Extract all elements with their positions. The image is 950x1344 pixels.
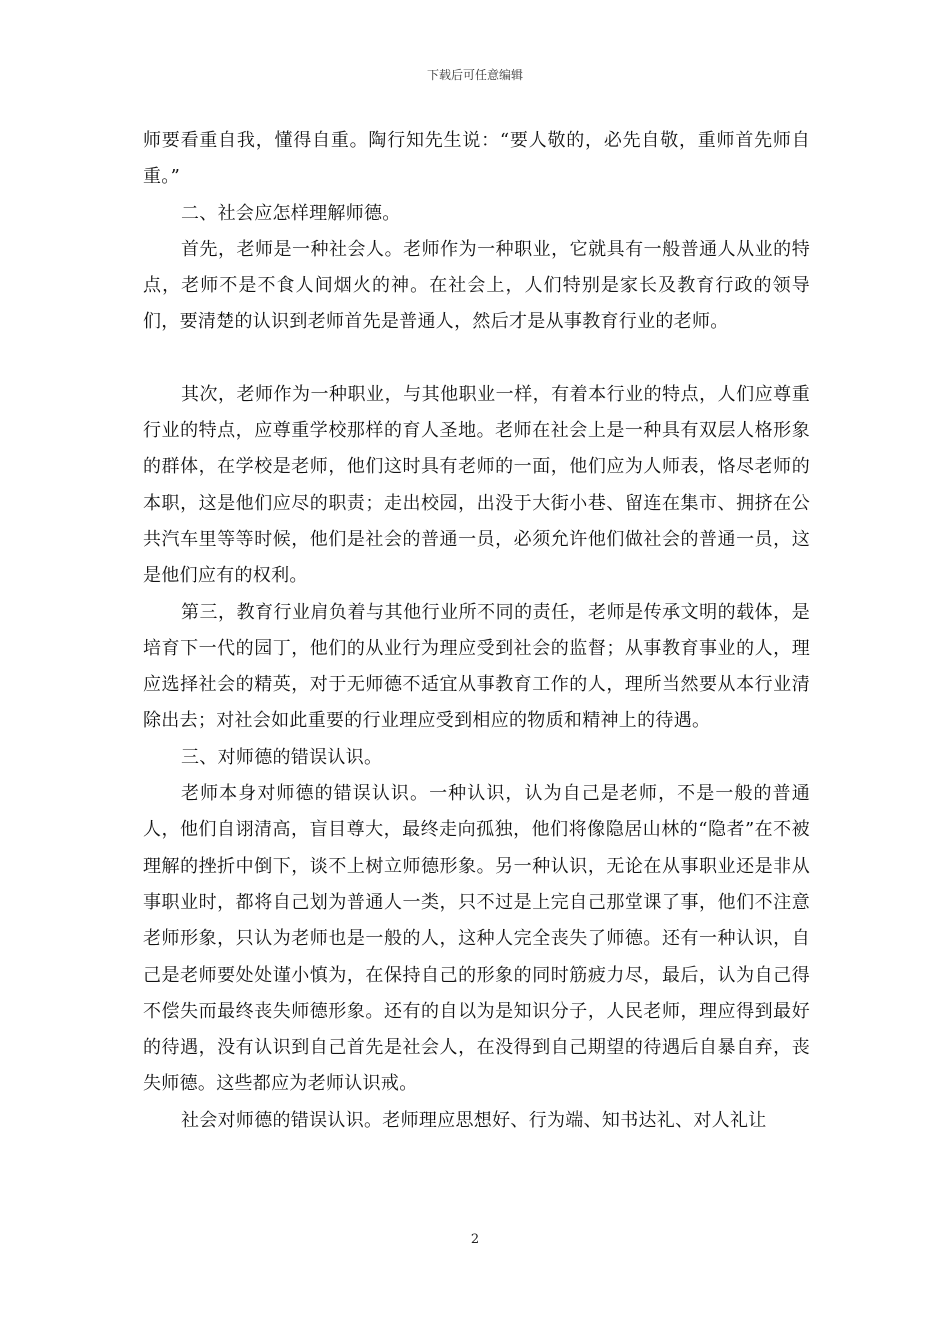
paragraph: 首先，老师是一种社会人。老师作为一种职业，它就具有一般普通人从业的特点，老师不是不食人间烟火的神。在社会上，人们特别是家长及教育行政的领导们，要清楚的认识到老师首先是普通人，然后才是从事教育行业的老师。	[143, 238, 810, 333]
paragraph: 第三，教育行业肩负着与其他行业所不同的责任，老师是传承文明的载体，是培育下一代的园丁，他们的从业行为理应受到社会的监督；从事教育事业的人，理应选择社会的精英，对于无师德不适宜从事教育工作的人，理所当然要从本行业清除出去；对社会如此重要的行业理应受到相应的物质和精神上的待遇。	[143, 601, 810, 732]
document-body	[143, 123, 810, 1139]
section-heading: 二、社会应怎样理解师德。	[181, 202, 401, 224]
page-number: 2	[470, 1232, 480, 1247]
paragraph: 师要看重自我，懂得自重。陶行知先生说：“要人敬的，必先自敬，重师首先师自重。”	[143, 130, 810, 188]
paragraph: 社会对师德的错误认识。老师理应思想好、行为端、知书达礼、对人礼让	[181, 1109, 767, 1131]
paragraph-gap	[143, 341, 810, 377]
section-heading: 三、对师德的错误认识。	[181, 746, 383, 768]
page-header: 下载后可任意编辑	[426, 68, 523, 82]
paragraph: 老师本身对师德的错误认识。一种认识，认为自己是老师，不是一般的普通人，他们自诩清高，盲目尊大，最终走向孤独，他们将像隐居山林的“隐者”在不被理解的挫折中倒下，谈不上树立师德形象。另一种认识，无论在从事职业还是非从事职业时，都将自己划为普通人一类，只不过是上完自己那堂课了事，他们不注意老师形象，只认为老师也是一般的人，这种人完全丧失了师德。还有一种认识，自己是老师要处处谨小慎为，在保持自己的形象的同时筋疲力尽，最后，认为自己得不偿失而最终丧失师德形象。还有的自以为是知识分子，人民老师，理应得到最好的待遇，没有认识到自己首先是社会人，在没得到自己期望的待遇后自暴自弃，丧失师德。这些都应为老师认识戒。	[143, 783, 810, 1095]
paragraph: 其次，老师作为一种职业，与其他职业一样，有着本行业的特点，人们应尊重行业的特点，应尊重学校那样的育人圣地。老师在社会上是一种具有双层人格形象的群体，在学校是老师，他们这时具有老师的一面，他们应为人师表，恪尽老师的本职，这是他们应尽的职责；走出校园，出没于大街小巷、留连在集市、拥挤在公共汽车里等等时候，他们是社会的普通一员，必须允许他们做社会的普通一员，这是他们应有的权利。	[143, 383, 810, 587]
